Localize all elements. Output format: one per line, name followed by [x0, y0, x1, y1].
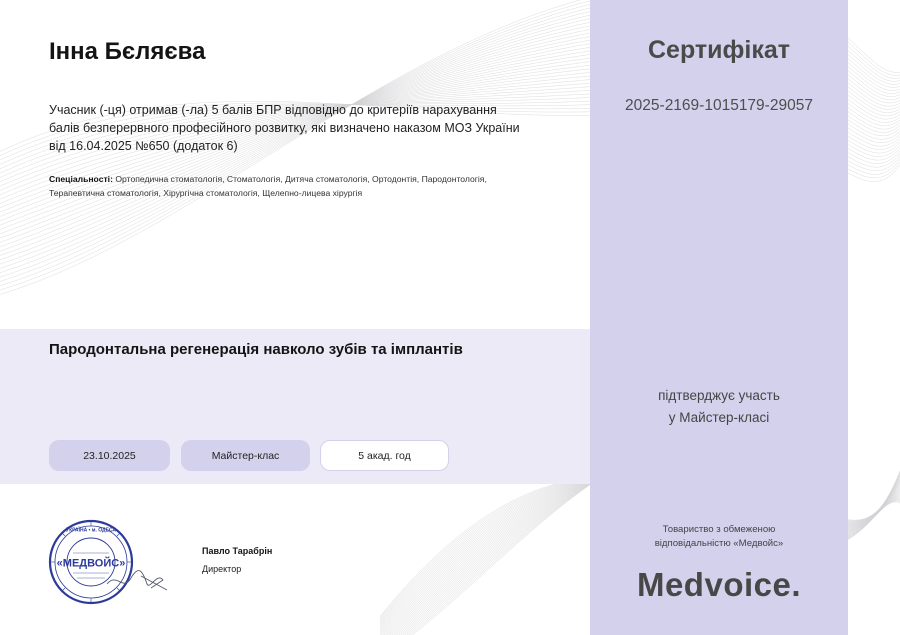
certificate-title: Сертифікат [648, 36, 790, 64]
organization-line: відповідальністю «Медвойс» [654, 538, 784, 549]
organization-name [590, 523, 848, 551]
organization-line: Товариство з обмеженою [662, 524, 776, 535]
specialties-list: Ортопедична стоматологія, Стоматологія, Дитяча стоматологія, Ортодонтія, Пародонтологія, [115, 174, 487, 184]
specialties-list: Терапевтична стоматологія, Хірургічна стоматологія, Щелепно-лицева хірургія [49, 188, 363, 198]
hours-badge: 5 акад. год [320, 440, 449, 471]
date-badge: 23.10.2025 [49, 440, 170, 471]
certificate-description [49, 101, 559, 155]
description-line: балів безперервного професійного розвитку, які визначено наказом МОЗ України [49, 121, 520, 135]
course-title: Пародонтальна регенерація навколо зубів та імплантів [49, 341, 463, 358]
medvoice-logo: Medvoice. [636, 566, 802, 603]
seal-text: «МЕДВОЙС» [56, 557, 126, 570]
signer-role: Директор [202, 564, 242, 574]
specialties-label: Спеціальності: [49, 174, 113, 184]
signer-name: Павло Тарабрін [202, 546, 273, 556]
participation-confirmation [590, 385, 848, 429]
format-badge: Майстер-клас [181, 440, 310, 471]
company-seal-icon [47, 518, 175, 608]
certificate-number: 2025-2169-1015179-29057 [625, 97, 813, 114]
signature-icon [107, 571, 167, 590]
confirmation-line: підтверджує участь [658, 388, 780, 403]
description-line: Учасник (-ця) отримав (-ла) 5 балів БПР відповідно до критеріїв нарахування [49, 103, 497, 117]
recipient-name: Інна Бєляєва [49, 38, 206, 65]
seal-ring-text: УКРАЇНА • м. ОДЕСА [65, 527, 117, 534]
specialties-text [49, 172, 569, 200]
description-line: від 16.04.2025 №650 (додаток 6) [49, 139, 238, 153]
confirmation-line: у Майстер-класі [668, 410, 770, 425]
